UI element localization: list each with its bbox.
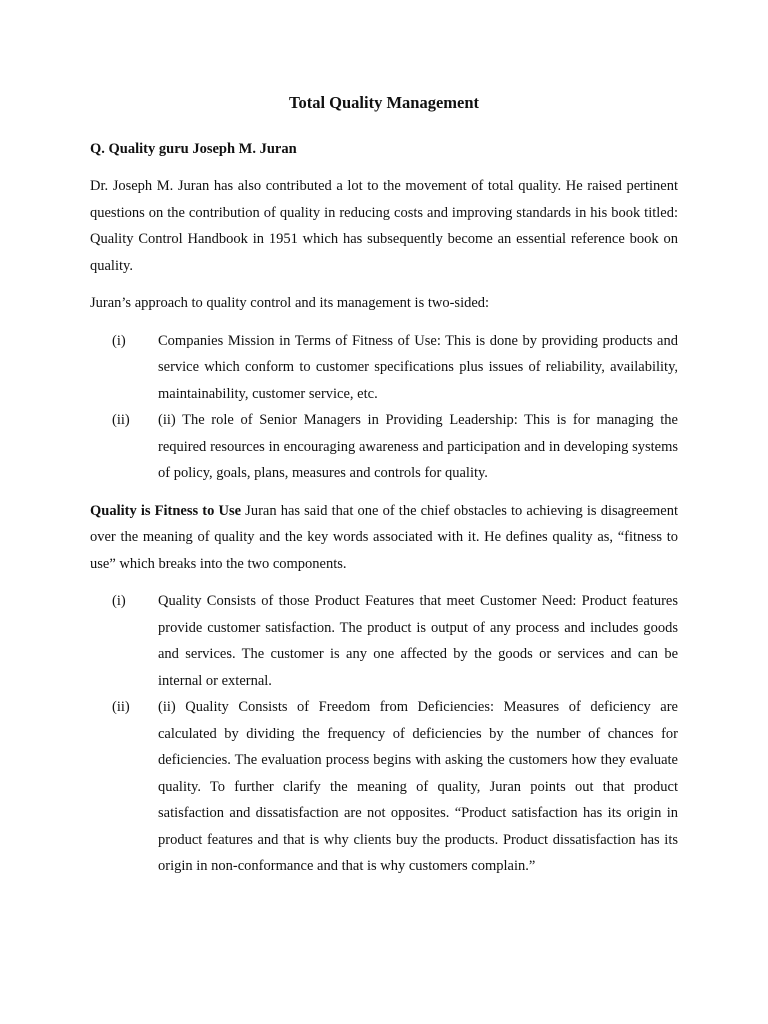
list-item bbox=[90, 588, 678, 694]
list-item-text: Quality Consists of those Product Features that meet Customer Need: Product features provide customer satisfaction. The product is output of any process and includes goods and services. The customer is any one affected by the goods or services and can be internal or external. bbox=[158, 593, 678, 689]
question-heading: Q. Quality guru Joseph M. Juran bbox=[90, 141, 297, 157]
approach-list bbox=[90, 328, 678, 487]
list-item bbox=[90, 694, 678, 880]
list-item-number: (i) bbox=[112, 332, 126, 349]
fitness-paragraph bbox=[90, 498, 678, 578]
approach-paragraph: Juran’s approach to quality control and its management is two-sided: bbox=[90, 295, 490, 311]
fitness-lead: Quality is Fitness to Use bbox=[90, 502, 242, 519]
list-item-text: Companies Mission in Terms of Fitness of Use: This is done by providing products and service which conform to customer specifications plus issues of reliability, availability, maintainability, customer service, etc. bbox=[158, 332, 678, 402]
fitness-text: Juran has said that one of the chief obstacles to achieving is disagreement over the meaning of quality and the key words associated with it. He defines quality as, “fitness to use” which breaks into the two components. bbox=[90, 502, 679, 572]
document-page bbox=[90, 88, 678, 891]
list-item-text: (ii) Quality Consists of Freedom from Deficiencies: Measures of deficiency are calculated by dividing the frequency of deficiencies by the number of chances for deficiencies. The evaluation process begins with asking the customers how they evaluate quality. To further clarify the meaning of quality, Juran points out that product satisfaction and dissatisfaction are not opposites. “Product satisfaction has its origin in product features and that is why clients buy the products. Product dissatisfaction has its origin in non-conformance and that is why customers complain.” bbox=[158, 699, 678, 874]
list-item-number: (i) bbox=[112, 593, 126, 609]
list-item bbox=[90, 407, 678, 487]
list-item-number: (ii) bbox=[112, 412, 130, 428]
list-item-number: (ii) bbox=[112, 699, 130, 715]
list-item-text: (ii) The role of Senior Managers in Providing Leadership: This is for managing the required resources in encouraging awareness and participation and in developing systems of policy, goals, plans, measures and controls for quality. bbox=[158, 412, 678, 481]
document-title: Total Quality Management bbox=[288, 93, 480, 112]
components-list bbox=[90, 588, 678, 880]
list-item bbox=[90, 328, 678, 408]
intro-paragraph: Dr. Joseph M. Juran has also contributed a lot to the movement of total quality. He raised pertinent questions on the contribution of quality in reducing costs and improving standards in his book titled: Quality Control Handbook in 1951 which has subsequently become an essential reference book on quality. bbox=[90, 178, 678, 274]
